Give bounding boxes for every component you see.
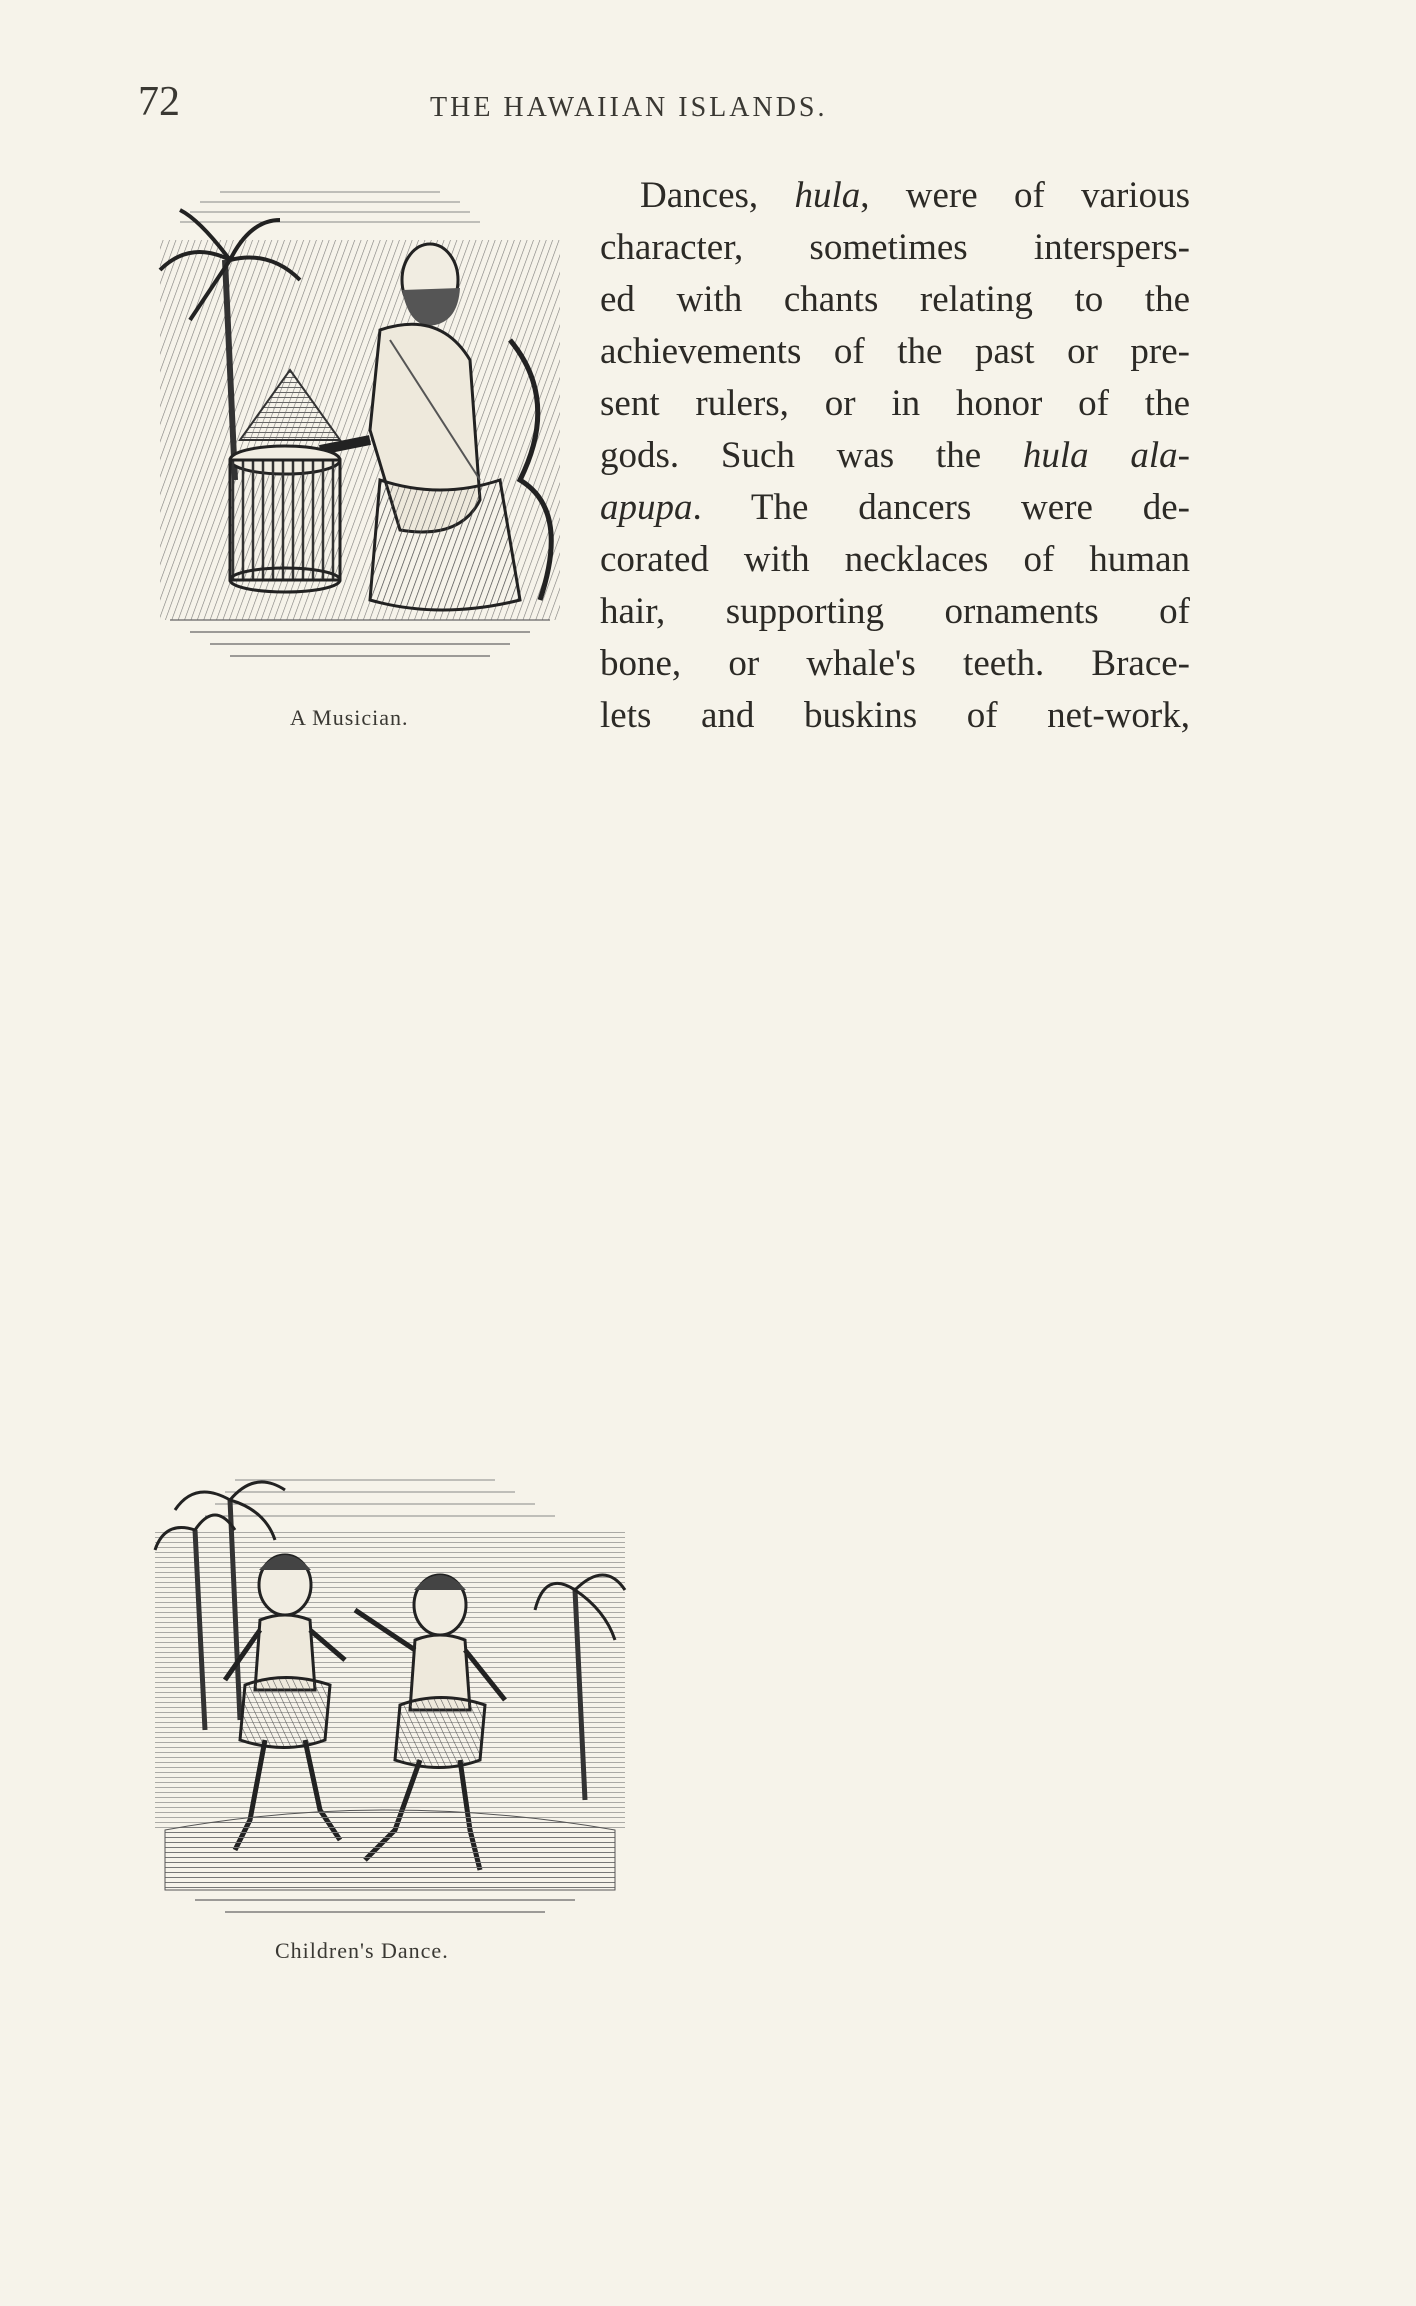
text-line: hair, supporting ornaments of bbox=[600, 591, 1190, 632]
children-dance-caption: Children's Dance. bbox=[275, 1938, 449, 1963]
text-line: lets and buskins of net-work, bbox=[600, 695, 1190, 736]
page-header bbox=[130, 78, 1190, 138]
children-dance-engraving-icon bbox=[135, 1470, 635, 1940]
text-line: Dances, hula, were of various bbox=[640, 175, 1190, 216]
running-head: THE HAWAIIAN ISLANDS. bbox=[430, 92, 828, 123]
text-line: corated with necklaces of human bbox=[600, 539, 1190, 580]
text-line: bone, or whale's teeth. Brace- bbox=[600, 643, 1190, 684]
children-dance-illustration bbox=[135, 1470, 635, 1940]
musician-engraving-icon bbox=[140, 180, 580, 690]
text-line: sent rulers, or in honor of the bbox=[600, 383, 1190, 424]
text-line: gods. Such was the hula ala- bbox=[600, 435, 1190, 476]
page-number: 72 bbox=[138, 79, 180, 125]
musician-caption: A Musician. bbox=[290, 705, 409, 730]
musician-illustration bbox=[140, 180, 580, 690]
text-line: apupa. The dancers were de- bbox=[600, 487, 1190, 528]
text-line: ed with chants relating to the bbox=[600, 279, 1190, 320]
text-line: character, sometimes interspers- bbox=[600, 227, 1190, 268]
text-line: achievements of the past or pre- bbox=[600, 331, 1190, 372]
